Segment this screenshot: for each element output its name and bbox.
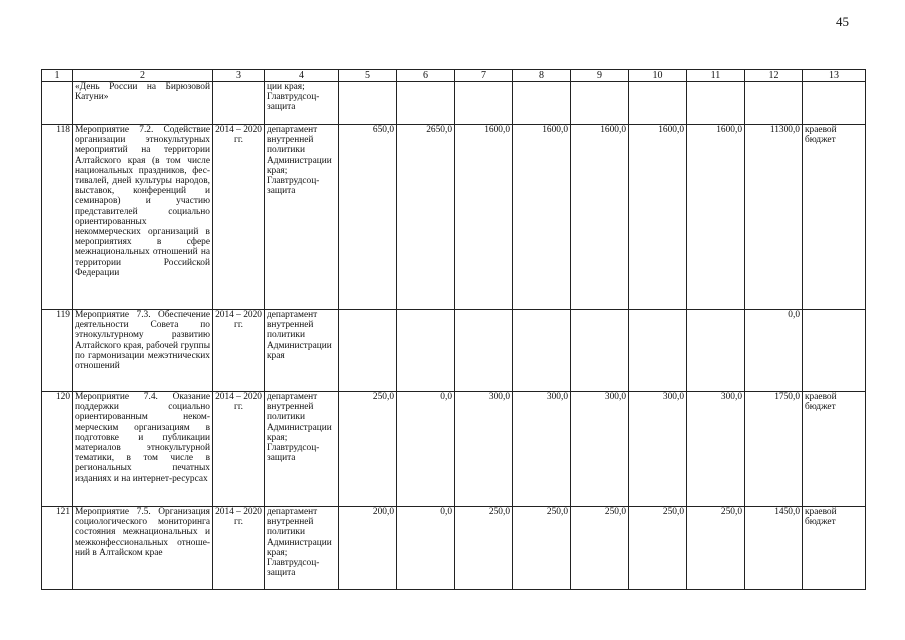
column-number: 6 — [397, 70, 455, 82]
amount-col-7 — [455, 310, 513, 392]
measure-name: Мероприятие 7.5. Организация социологического мониторинга состояния межнациональных и межконфессиональных отношений в Алтайском крае — [73, 507, 213, 590]
row-number — [42, 82, 73, 125]
amount-col-9: 300,0 — [571, 392, 629, 507]
amount-col-7 — [455, 82, 513, 125]
amount-total: 11300,0 — [745, 125, 803, 310]
row-number: 121 — [42, 507, 73, 590]
amount-col-10 — [629, 310, 687, 392]
amount-col-7: 300,0 — [455, 392, 513, 507]
column-number: 8 — [513, 70, 571, 82]
table-row — [42, 310, 866, 392]
column-number-row — [42, 70, 866, 82]
funding-source: краевой бюджет — [803, 392, 866, 507]
measure-name: Мероприятие 7.3. Обеспечение деятельности Совета по этнокультурному развитию Алтайского края, рабочей группы по гармонизации межэтнических отношений — [73, 310, 213, 392]
amount-col-11: 250,0 — [687, 507, 745, 590]
amount-total: 1450,0 — [745, 507, 803, 590]
measure-name: Мероприятие 7.4. Оказание поддержки социально ориентированным некоммерческим организациям в подготовке и публикации материалов этнокультурной тематики, в том числе в региональных печатных изданиях и на интернет-ресурсах — [73, 392, 213, 507]
amount-col-8 — [513, 310, 571, 392]
amount-col-6: 0,0 — [397, 507, 455, 590]
implementation-term: 2014 – 2020 гг. — [213, 310, 265, 392]
budget-table — [41, 69, 866, 590]
amount-col-5: 650,0 — [339, 125, 397, 310]
amount-col-11: 1600,0 — [687, 125, 745, 310]
table-row — [42, 82, 866, 125]
column-number: 10 — [629, 70, 687, 82]
executor: ции края; Главтрудсоцзащита — [265, 82, 339, 125]
table-row — [42, 392, 866, 507]
column-number: 2 — [73, 70, 213, 82]
funding-source — [803, 82, 866, 125]
measure-name: Мероприятие 7.2. Содействие организации этнокультурных мероприятий на территории Алтайского края (в том числе национальных праздников, фестивалей, дней культуры народов, выставок, конференций и семинаров) и участию представителей социально ориентированных некоммерческих организаций в мероприятиях в сфере межнациональных отношений на территории Российской Федерации — [73, 125, 213, 310]
column-number: 12 — [745, 70, 803, 82]
amount-col-11 — [687, 310, 745, 392]
amount-total — [745, 82, 803, 125]
amount-col-10 — [629, 82, 687, 125]
amount-col-8: 250,0 — [513, 507, 571, 590]
column-number: 1 — [42, 70, 73, 82]
amount-total: 0,0 — [745, 310, 803, 392]
amount-col-9 — [571, 310, 629, 392]
row-number: 118 — [42, 125, 73, 310]
executor: департамент внутренней политики Администрации края; Главтрудсоцзащита — [265, 507, 339, 590]
row-number: 119 — [42, 310, 73, 392]
amount-col-9: 250,0 — [571, 507, 629, 590]
amount-col-10: 250,0 — [629, 507, 687, 590]
amount-col-5: 200,0 — [339, 507, 397, 590]
amount-col-8 — [513, 82, 571, 125]
amount-col-10: 300,0 — [629, 392, 687, 507]
amount-col-11 — [687, 82, 745, 125]
column-number: 7 — [455, 70, 513, 82]
column-number: 4 — [265, 70, 339, 82]
executor: департамент внутренней политики Администрации края — [265, 310, 339, 392]
funding-source: краевой бюджет — [803, 125, 866, 310]
implementation-term: 2014 – 2020 гг. — [213, 125, 265, 310]
amount-col-6: 2650,0 — [397, 125, 455, 310]
executor: департамент внутренней политики Администрации края; Главтрудсоцзащита — [265, 125, 339, 310]
amount-col-6 — [397, 310, 455, 392]
column-number: 11 — [687, 70, 745, 82]
funding-source — [803, 310, 866, 392]
column-number: 9 — [571, 70, 629, 82]
implementation-term: 2014 – 2020 гг. — [213, 507, 265, 590]
amount-total: 1750,0 — [745, 392, 803, 507]
implementation-term: 2014 – 2020 гг. — [213, 392, 265, 507]
implementation-term — [213, 82, 265, 125]
funding-source: краевой бюджет — [803, 507, 866, 590]
row-number: 120 — [42, 392, 73, 507]
table-row — [42, 125, 866, 310]
amount-col-7: 250,0 — [455, 507, 513, 590]
executor: департамент внутренней политики Администрации края; Главтрудсоцзащита — [265, 392, 339, 507]
measure-name: «День России на Бирюзовой Катуни» — [73, 82, 213, 125]
amount-col-11: 300,0 — [687, 392, 745, 507]
column-number: 3 — [213, 70, 265, 82]
page-number: 45 — [836, 14, 849, 29]
amount-col-10: 1600,0 — [629, 125, 687, 310]
amount-col-7: 1600,0 — [455, 125, 513, 310]
amount-col-6 — [397, 82, 455, 125]
amount-col-8: 300,0 — [513, 392, 571, 507]
column-number: 13 — [803, 70, 866, 82]
table-row — [42, 507, 866, 590]
amount-col-6: 0,0 — [397, 392, 455, 507]
amount-col-5 — [339, 310, 397, 392]
column-number: 5 — [339, 70, 397, 82]
amount-col-9: 1600,0 — [571, 125, 629, 310]
amount-col-9 — [571, 82, 629, 125]
amount-col-8: 1600,0 — [513, 125, 571, 310]
amount-col-5 — [339, 82, 397, 125]
amount-col-5: 250,0 — [339, 392, 397, 507]
